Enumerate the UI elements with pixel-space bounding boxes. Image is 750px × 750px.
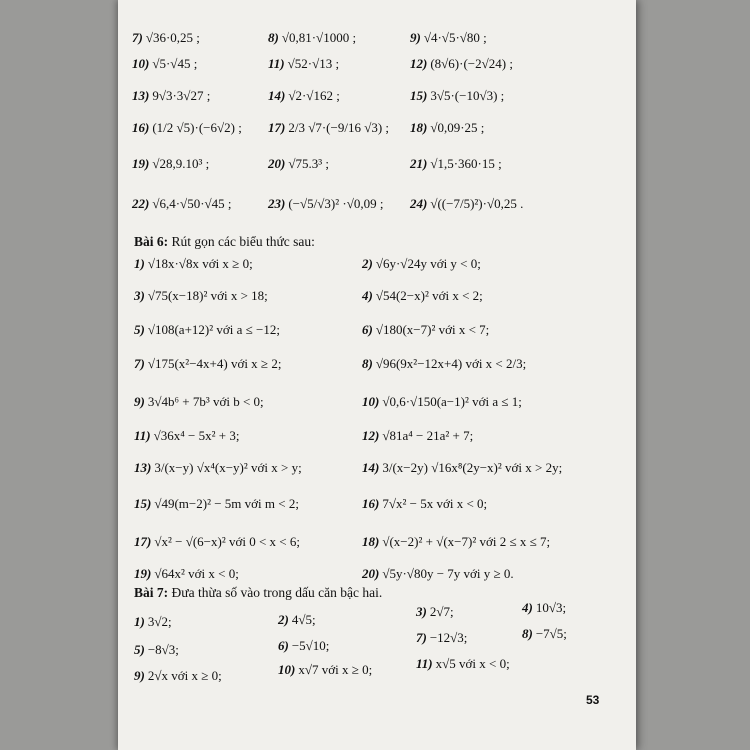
exercise-top-expression: √4·√5·√80 ; <box>423 30 487 45</box>
bai7-item-10 <box>278 662 372 678</box>
bai6-item-expression: √49(m−2)² − 5m với m < 2; <box>154 496 299 511</box>
bai6-item-expression: √x² − √(6−x)² với 0 < x < 6; <box>154 534 300 549</box>
exercise-top-2 <box>268 30 356 46</box>
exercise-top-number: 20) <box>268 156 286 171</box>
bai6-title: Bài 6: <box>134 234 169 249</box>
bai7-item-expression: −8√3; <box>147 642 179 657</box>
exercise-top-expression: 3√5·(−10√3) ; <box>430 88 505 103</box>
bai6-heading <box>134 234 315 250</box>
bai6-text: Rút gọn các biểu thức sau: <box>171 234 315 249</box>
exercise-top-9 <box>410 88 504 104</box>
bai7-item-9 <box>134 668 222 684</box>
bai6-item-number: 14) <box>362 460 380 475</box>
exercise-top-5 <box>268 56 339 72</box>
bai7-item-number: 6) <box>278 638 289 653</box>
exercise-top-10 <box>132 120 242 136</box>
bai7-heading <box>134 585 382 601</box>
bai6-item-number: 7) <box>134 356 145 371</box>
bai7-item-2 <box>278 612 316 628</box>
bai7-item-number: 7) <box>416 630 427 645</box>
bai7-item-number: 1) <box>134 614 145 629</box>
exercise-top-15 <box>410 156 502 172</box>
exercise-top-expression: √0,81·√1000 ; <box>281 30 357 45</box>
bai6-item-number: 10) <box>362 394 380 409</box>
bai7-item-expression: 2√7; <box>429 604 454 619</box>
exercise-top-number: 21) <box>410 156 428 171</box>
bai6-item-10 <box>362 394 522 410</box>
bai6-item-expression: √(x−2)² + √(x−7)² với 2 ≤ x ≤ 7; <box>382 534 551 549</box>
bai7-item-expression: 4√5; <box>291 612 316 627</box>
bai6-item-number: 11) <box>134 428 151 443</box>
bai6-item-7 <box>134 356 281 372</box>
bai6-item-number: 19) <box>134 566 152 581</box>
exercise-top-expression: √6,4·√50·√45 ; <box>152 196 232 211</box>
exercise-top-expression: √((−7/5)²)·√0,25 . <box>430 196 524 211</box>
bai7-item-number: 11) <box>416 656 433 671</box>
exercise-top-number: 18) <box>410 120 428 135</box>
bai7-text: Đưa thừa số vào trong dấu căn bậc hai. <box>171 585 383 600</box>
bai7-item-expression: 10√3; <box>535 600 567 615</box>
exercise-top-1 <box>132 30 200 46</box>
bai6-item-number: 9) <box>134 394 145 409</box>
bai6-item-expression: 3√4b⁶ + 7b³ với b < 0; <box>147 394 264 409</box>
bai6-item-expression: √18x·√8x với x ≥ 0; <box>147 256 253 271</box>
bai6-item-number: 15) <box>134 496 152 511</box>
bai6-item-17 <box>134 534 300 550</box>
bai6-item-16 <box>362 496 487 512</box>
bai7-title: Bài 7: <box>134 585 169 600</box>
exercise-top-number: 24) <box>410 196 428 211</box>
exercise-top-4 <box>132 56 197 72</box>
bai6-item-expression: √64x² với x < 0; <box>154 566 239 581</box>
bai7-item-number: 9) <box>134 668 145 683</box>
bai6-item-number: 18) <box>362 534 380 549</box>
bai6-item-expression: √175(x²−4x+4) với x ≥ 2; <box>147 356 282 371</box>
bai7-item-number: 10) <box>278 662 296 677</box>
bai6-item-expression: √75(x−18)² với x > 18; <box>147 288 268 303</box>
bai6-item-20 <box>362 566 514 582</box>
bai7-item-number: 3) <box>416 604 427 619</box>
exercise-top-number: 14) <box>268 88 286 103</box>
bai6-item-number: 5) <box>134 322 145 337</box>
bai6-item-expression: √36x⁴ − 5x² + 3; <box>153 428 240 443</box>
bai7-item-8 <box>522 626 567 642</box>
bai6-item-18 <box>362 534 550 550</box>
bai6-item-number: 6) <box>362 322 373 337</box>
bai6-item-15 <box>134 496 299 512</box>
exercise-top-8 <box>268 88 340 104</box>
bai7-item-expression: x√7 với x ≥ 0; <box>298 662 373 677</box>
bai6-item-expression: 3/(x−2y) √16x⁸(2y−x)² với x > 2y; <box>382 460 563 475</box>
exercise-top-number: 22) <box>132 196 150 211</box>
exercise-top-number: 23) <box>268 196 286 211</box>
bai6-item-expression: √96(9x²−12x+4) với x < 2/3; <box>375 356 527 371</box>
exercise-top-expression: √5·√45 ; <box>152 56 198 71</box>
bai6-item-number: 16) <box>362 496 380 511</box>
exercise-top-16 <box>132 196 232 212</box>
bai7-item-expression: −7√5; <box>535 626 567 641</box>
bai6-item-8 <box>362 356 526 372</box>
bai7-item-1 <box>134 614 172 630</box>
bai6-item-19 <box>134 566 239 582</box>
bai6-item-14 <box>362 460 562 476</box>
bai7-item-6 <box>278 638 329 654</box>
book-page <box>118 0 636 750</box>
bai6-item-expression: 7√x² − 5x với x < 0; <box>382 496 488 511</box>
bai6-item-expression: √180(x−7)² với x < 7; <box>375 322 490 337</box>
exercise-top-18 <box>410 196 523 212</box>
bai7-item-4 <box>522 600 566 616</box>
exercise-top-number: 7) <box>132 30 143 45</box>
bai6-item-expression: √54(2−x)² với x < 2; <box>375 288 483 303</box>
exercise-top-number: 19) <box>132 156 150 171</box>
exercise-top-expression: √1,5·360·15 ; <box>430 156 502 171</box>
exercise-top-6 <box>410 56 513 72</box>
bai6-item-4 <box>362 288 483 304</box>
exercise-top-17 <box>268 196 383 212</box>
exercise-top-expression: (−√5/√3)² ·√0,09 ; <box>288 196 384 211</box>
bai7-item-number: 2) <box>278 612 289 627</box>
bai7-item-7 <box>416 630 467 646</box>
exercise-top-expression: (8√6)·(−2√24) ; <box>430 56 513 71</box>
bai7-item-number: 8) <box>522 626 533 641</box>
exercise-top-expression: √2·√162 ; <box>288 88 340 103</box>
bai7-item-11 <box>416 656 510 672</box>
bai6-item-number: 1) <box>134 256 145 271</box>
exercise-top-number: 10) <box>132 56 150 71</box>
exercise-top-number: 13) <box>132 88 150 103</box>
bai7-item-expression: −12√3; <box>429 630 468 645</box>
bai6-item-expression: √108(a+12)² với a ≤ −12; <box>147 322 280 337</box>
bai6-item-number: 4) <box>362 288 373 303</box>
bai6-item-9 <box>134 394 264 410</box>
exercise-top-number: 9) <box>410 30 421 45</box>
exercise-top-12 <box>410 120 484 136</box>
bai6-item-12 <box>362 428 473 444</box>
bai7-item-expression: 2√x với x ≥ 0; <box>147 668 222 683</box>
exercise-top-3 <box>410 30 487 46</box>
bai6-item-number: 3) <box>134 288 145 303</box>
exercise-top-expression: √28,9.10³ ; <box>152 156 210 171</box>
bai6-item-number: 2) <box>362 256 373 271</box>
bai7-item-expression: −5√10; <box>291 638 330 653</box>
bai7-item-expression: x√5 với x < 0; <box>435 656 510 671</box>
exercise-top-expression: 9√3·3√27 ; <box>152 88 211 103</box>
bai6-item-5 <box>134 322 280 338</box>
exercise-top-number: 16) <box>132 120 150 135</box>
exercise-top-number: 8) <box>268 30 279 45</box>
page-number: 53 <box>586 693 600 707</box>
bai6-item-expression: √6y·√24y với y < 0; <box>375 256 481 271</box>
exercise-top-number: 11) <box>268 56 285 71</box>
bai6-item-13 <box>134 460 302 476</box>
bai6-item-number: 20) <box>362 566 380 581</box>
bai7-item-expression: 3√2; <box>147 614 172 629</box>
bai6-item-number: 13) <box>134 460 152 475</box>
exercise-top-expression: √36·0,25 ; <box>145 30 200 45</box>
bai6-item-6 <box>362 322 489 338</box>
exercise-top-expression: (1/2 √5)·(−6√2) ; <box>152 120 242 135</box>
bai6-item-number: 8) <box>362 356 373 371</box>
bai6-item-2 <box>362 256 481 272</box>
exercise-top-expression: √0,09·25 ; <box>430 120 485 135</box>
exercise-top-expression: √75.3³ ; <box>288 156 329 171</box>
bai6-item-expression: √0,6·√150(a−1)² với a ≤ 1; <box>382 394 522 409</box>
exercise-top-number: 15) <box>410 88 428 103</box>
bai7-item-3 <box>416 604 454 620</box>
exercise-top-13 <box>132 156 209 172</box>
exercise-top-expression: √52·√13 ; <box>287 56 340 71</box>
exercise-top-7 <box>132 88 210 104</box>
bai7-item-number: 4) <box>522 600 533 615</box>
bai6-item-3 <box>134 288 268 304</box>
exercise-top-number: 12) <box>410 56 428 71</box>
exercise-top-number: 17) <box>268 120 286 135</box>
exercise-top-expression: 2/3 √7·(−9/16 √3) ; <box>288 120 390 135</box>
bai6-item-number: 12) <box>362 428 380 443</box>
bai6-item-expression: √81a⁴ − 21a² + 7; <box>382 428 474 443</box>
exercise-top-11 <box>268 120 389 136</box>
bai6-item-number: 17) <box>134 534 152 549</box>
bai6-item-1 <box>134 256 253 272</box>
bai7-item-number: 5) <box>134 642 145 657</box>
bai6-item-expression: 3/(x−y) √x⁴(x−y)² với x > y; <box>154 460 302 475</box>
bai6-item-11 <box>134 428 239 444</box>
bai7-item-5 <box>134 642 179 658</box>
bai6-item-expression: √5y·√80y − 7y với y ≥ 0. <box>382 566 514 581</box>
exercise-top-14 <box>268 156 329 172</box>
